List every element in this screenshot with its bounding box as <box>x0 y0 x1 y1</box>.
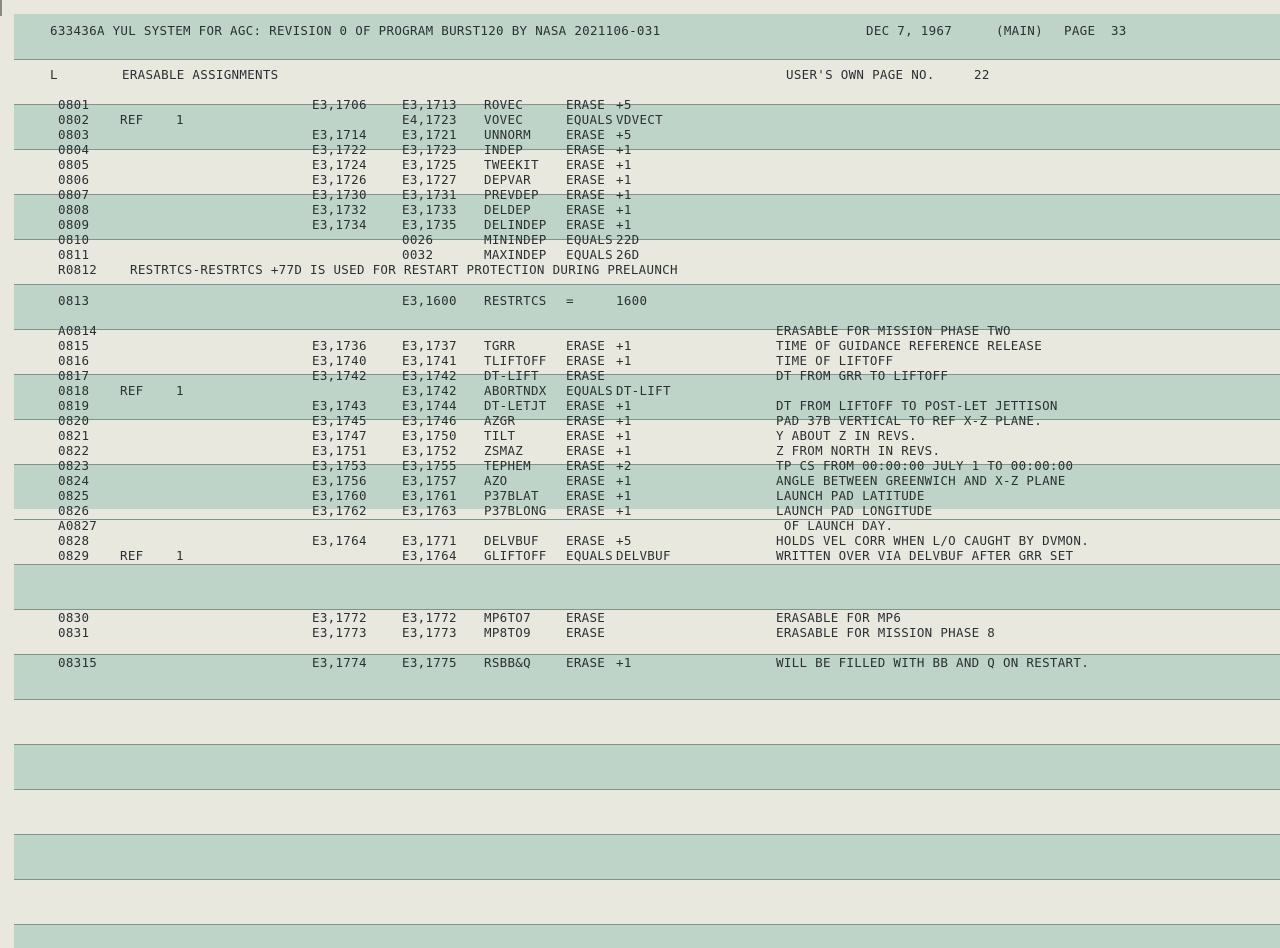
opcode: ERASE <box>566 202 606 217</box>
line-number: A0814 <box>58 323 98 338</box>
comment: TIME OF LIFTOFF <box>776 353 894 368</box>
comment: HOLDS VEL CORR WHEN L/O CAUGHT BY DVMON. <box>776 533 1090 548</box>
listing-line <box>0 338 1280 353</box>
line-number: 0830 <box>58 610 90 625</box>
symbol-name: P37BLONG <box>484 503 547 518</box>
line-number: 0823 <box>58 458 90 473</box>
symbol-name: TGRR <box>484 338 516 353</box>
opcode: EQUALS <box>566 232 613 247</box>
operand: +1 <box>616 488 632 503</box>
symbol-name: UNNORM <box>484 127 531 142</box>
comment: WILL BE FILLED WITH BB AND Q ON RESTART. <box>776 655 1090 670</box>
comment: Z FROM NORTH IN REVS. <box>776 443 941 458</box>
listing-line <box>0 262 1280 277</box>
comment: ERASABLE FOR MP6 <box>776 610 902 625</box>
symbol-name: TEPHEM <box>484 458 531 473</box>
symbol-name: PREVDEP <box>484 187 539 202</box>
operand: +1 <box>616 187 632 202</box>
listing-line <box>0 488 1280 503</box>
last-address: E3,1741 <box>402 353 457 368</box>
first-address: E3,1774 <box>312 655 367 670</box>
comment: PAD 37B VERTICAL TO REF X-Z PLANE. <box>776 413 1043 428</box>
listing-line <box>0 157 1280 172</box>
last-address: E3,1771 <box>402 533 457 548</box>
operand: +1 <box>616 217 632 232</box>
last-address: E3,1752 <box>402 443 457 458</box>
first-address: E3,1760 <box>312 488 367 503</box>
opcode: ERASE <box>566 157 606 172</box>
greenbar-rule <box>14 744 1280 745</box>
opcode: EQUALS <box>566 112 613 127</box>
own-page-number: 22 <box>974 67 990 82</box>
header-section: (MAIN) <box>996 23 1043 38</box>
last-address: E3,1764 <box>402 548 457 563</box>
last-address: E3,1775 <box>402 655 457 670</box>
listing-line <box>0 533 1280 548</box>
comment: WRITTEN OVER VIA DELVBUF AFTER GRR SET <box>776 548 1074 563</box>
listing-line <box>0 142 1280 157</box>
first-address: E3,1740 <box>312 353 367 368</box>
last-address: E4,1723 <box>402 112 457 127</box>
line-number: 0828 <box>58 533 90 548</box>
comment: LAUNCH PAD LONGITUDE <box>776 503 933 518</box>
symbol-name: AZO <box>484 473 508 488</box>
section-letter: L <box>50 67 58 82</box>
listing-line <box>0 383 1280 398</box>
opcode: ERASE <box>566 97 606 112</box>
line-number: A0827 <box>58 518 98 533</box>
last-address: E3,1750 <box>402 428 457 443</box>
first-address: E3,1753 <box>312 458 367 473</box>
listing-line <box>0 473 1280 488</box>
operand: 22D <box>616 232 640 247</box>
first-address: E3,1730 <box>312 187 367 202</box>
listing-line <box>0 655 1280 670</box>
first-address: E3,1773 <box>312 625 367 640</box>
last-address: E3,1600 <box>402 293 457 308</box>
symbol-name: ZSMAZ <box>484 443 524 458</box>
opcode: ERASE <box>566 127 606 142</box>
opcode: ERASE <box>566 338 606 353</box>
last-address: E3,1746 <box>402 413 457 428</box>
opcode: ERASE <box>566 503 606 518</box>
operand: 26D <box>616 247 640 262</box>
listing-line <box>0 353 1280 368</box>
section-title: ERASABLE ASSIGNMENTS <box>122 67 279 82</box>
opcode: ERASE <box>566 533 606 548</box>
listing-line <box>0 368 1280 383</box>
last-address: E3,1735 <box>402 217 457 232</box>
last-address: E3,1742 <box>402 383 457 398</box>
symbol-name: AZGR <box>484 413 516 428</box>
opcode: EQUALS <box>566 383 613 398</box>
operand: +1 <box>616 398 632 413</box>
opcode: ERASE <box>566 142 606 157</box>
symbol-name: RESTRTCS <box>484 293 547 308</box>
opcode: ERASE <box>566 428 606 443</box>
ref-keyword: REF <box>120 112 144 127</box>
line-number: 0819 <box>58 398 90 413</box>
ref-keyword: REF <box>120 383 144 398</box>
opcode: ERASE <box>566 187 606 202</box>
last-address: E3,1737 <box>402 338 457 353</box>
first-address: E3,1772 <box>312 610 367 625</box>
first-address: E3,1726 <box>312 172 367 187</box>
comment: ERASABLE FOR MISSION PHASE TWO <box>776 323 1011 338</box>
listing-line <box>0 398 1280 413</box>
first-address: E3,1743 <box>312 398 367 413</box>
symbol-name: TLIFTOFF <box>484 353 547 368</box>
last-address: E3,1733 <box>402 202 457 217</box>
opcode: EQUALS <box>566 548 613 563</box>
symbol-name: INDEP <box>484 142 524 157</box>
listing-line <box>0 428 1280 443</box>
line-number: 0817 <box>58 368 90 383</box>
listing-line <box>0 458 1280 473</box>
header-title: 633436A YUL SYSTEM FOR AGC: REVISION 0 OF PROGRAM BURST120 BY NASA 2021106-031 <box>50 23 661 38</box>
symbol-name: ABORTNDX <box>484 383 547 398</box>
last-address: E3,1744 <box>402 398 457 413</box>
operand: +1 <box>616 157 632 172</box>
symbol-name: DELVBUF <box>484 533 539 548</box>
operand: +1 <box>616 202 632 217</box>
opcode: ERASE <box>566 488 606 503</box>
first-address: E3,1734 <box>312 217 367 232</box>
first-address: E3,1736 <box>312 338 367 353</box>
line-number: 0818 <box>58 383 90 398</box>
ref-count: 1 <box>176 112 184 127</box>
line-number: 0822 <box>58 443 90 458</box>
symbol-name: DEPVAR <box>484 172 531 187</box>
greenbar-band <box>14 924 1280 948</box>
opcode: ERASE <box>566 458 606 473</box>
comment: ERASABLE FOR MISSION PHASE 8 <box>776 625 996 640</box>
opcode: ERASE <box>566 443 606 458</box>
greenbar-rule <box>14 789 1280 790</box>
listing-line <box>0 610 1280 625</box>
greenbar-rule <box>14 564 1280 565</box>
line-number: 0824 <box>58 473 90 488</box>
listing-line <box>0 187 1280 202</box>
opcode: ERASE <box>566 172 606 187</box>
symbol-name: TWEEKIT <box>484 157 539 172</box>
first-address: E3,1722 <box>312 142 367 157</box>
greenbar-rule <box>14 834 1280 835</box>
header-page: PAGE 33 <box>1064 23 1127 38</box>
line-number: 0829 <box>58 548 90 563</box>
greenbar-rule <box>14 924 1280 925</box>
first-address: E3,1706 <box>312 97 367 112</box>
greenbar-band <box>14 564 1280 609</box>
symbol-name: DT-LIFT <box>484 368 539 383</box>
symbol-name: ROVEC <box>484 97 524 112</box>
listing-line <box>0 443 1280 458</box>
line-number: 08315 <box>58 655 98 670</box>
line-number: 0809 <box>58 217 90 232</box>
symbol-name: DELDEP <box>484 202 531 217</box>
line-number: 0801 <box>58 97 90 112</box>
listing-line <box>0 172 1280 187</box>
ref-keyword: REF <box>120 548 144 563</box>
symbol-name: DT-LETJT <box>484 398 547 413</box>
line-number: 0813 <box>58 293 90 308</box>
operand: +1 <box>616 142 632 157</box>
last-address: E3,1773 <box>402 625 457 640</box>
greenbar-band <box>14 744 1280 789</box>
first-address: E3,1724 <box>312 157 367 172</box>
greenbar-band <box>14 834 1280 879</box>
opcode: ERASE <box>566 368 606 383</box>
line-number: 0816 <box>58 353 90 368</box>
operand: +1 <box>616 443 632 458</box>
line-number: 0807 <box>58 187 90 202</box>
symbol-name: RSBB&Q <box>484 655 531 670</box>
listing-line <box>0 503 1280 518</box>
first-address: E3,1714 <box>312 127 367 142</box>
last-address: E3,1723 <box>402 142 457 157</box>
symbol-name: MP6TO7 <box>484 610 531 625</box>
own-page-label: USER'S OWN PAGE NO. <box>786 67 935 82</box>
listing-line <box>0 232 1280 247</box>
listing-line <box>0 625 1280 640</box>
listing-line <box>0 202 1280 217</box>
last-address: E3,1731 <box>402 187 457 202</box>
operand: 1600 <box>616 293 648 308</box>
symbol-name: MAXINDEP <box>484 247 547 262</box>
opcode: ERASE <box>566 398 606 413</box>
listing-line <box>0 323 1280 338</box>
line-number: 0803 <box>58 127 90 142</box>
greenbar-rule <box>14 59 1280 60</box>
comment: DT FROM GRR TO LIFTOFF <box>776 368 949 383</box>
greenbar-rule <box>14 284 1280 285</box>
line-number: 0821 <box>58 428 90 443</box>
symbol-name: GLIFTOFF <box>484 548 547 563</box>
ref-count: 1 <box>176 383 184 398</box>
listing-line <box>0 247 1280 262</box>
last-address: E3,1755 <box>402 458 457 473</box>
line-number: 0808 <box>58 202 90 217</box>
line-number: 0820 <box>58 413 90 428</box>
opcode: ERASE <box>566 413 606 428</box>
opcode: ERASE <box>566 625 606 640</box>
first-address: E3,1764 <box>312 533 367 548</box>
opcode: ERASE <box>566 217 606 232</box>
first-address: E3,1745 <box>312 413 367 428</box>
operand: +1 <box>616 338 632 353</box>
greenbar-rule <box>14 699 1280 700</box>
operand: +1 <box>616 428 632 443</box>
line-number: 0811 <box>58 247 90 262</box>
opcode: EQUALS <box>566 247 613 262</box>
remark-text: RESTRTCS-RESTRTCS +77D IS USED FOR RESTART PROTECTION DURING PRELAUNCH <box>130 262 678 277</box>
line-number: 0825 <box>58 488 90 503</box>
operand: +2 <box>616 458 632 473</box>
last-address: E3,1742 <box>402 368 457 383</box>
greenbar-rule <box>14 879 1280 880</box>
operand: +1 <box>616 353 632 368</box>
listing-line <box>0 217 1280 232</box>
operand: DELVBUF <box>616 548 671 563</box>
last-address: E3,1725 <box>402 157 457 172</box>
listing-line <box>0 127 1280 142</box>
last-address: E3,1727 <box>402 172 457 187</box>
header-date: DEC 7, 1967 <box>866 23 953 38</box>
line-number: 0831 <box>58 625 90 640</box>
comment: DT FROM LIFTOFF TO POST-LET JETTISON <box>776 398 1058 413</box>
symbol-name: P37BLAT <box>484 488 539 503</box>
line-number: 0802 <box>58 112 90 127</box>
line-number: 0810 <box>58 232 90 247</box>
first-address: E3,1751 <box>312 443 367 458</box>
operand: DT-LIFT <box>616 383 671 398</box>
symbol-name: TILT <box>484 428 516 443</box>
comment: Y ABOUT Z IN REVS. <box>776 428 917 443</box>
operand: VDVECT <box>616 112 663 127</box>
first-address: E3,1756 <box>312 473 367 488</box>
opcode: ERASE <box>566 353 606 368</box>
listing-line <box>0 293 1280 308</box>
last-address: E3,1772 <box>402 610 457 625</box>
last-address: E3,1713 <box>402 97 457 112</box>
operand: +5 <box>616 533 632 548</box>
symbol-name: MP8TO9 <box>484 625 531 640</box>
opcode: ERASE <box>566 473 606 488</box>
last-address: E3,1761 <box>402 488 457 503</box>
line-number: 0804 <box>58 142 90 157</box>
line-number: 0826 <box>58 503 90 518</box>
last-address: 0026 <box>402 232 434 247</box>
operand: +1 <box>616 413 632 428</box>
operand: +5 <box>616 97 632 112</box>
opcode: ERASE <box>566 610 606 625</box>
listing-line <box>0 112 1280 127</box>
last-address: 0032 <box>402 247 434 262</box>
last-address: E3,1721 <box>402 127 457 142</box>
line-number: 0805 <box>58 157 90 172</box>
operand: +1 <box>616 503 632 518</box>
opcode: = <box>566 293 574 308</box>
first-address: E3,1732 <box>312 202 367 217</box>
comment: TP CS FROM 00:00:00 JULY 1 TO 00:00:00 <box>776 458 1074 473</box>
symbol-name: VOVEC <box>484 112 524 127</box>
last-address: E3,1757 <box>402 473 457 488</box>
binding-mark <box>0 0 2 16</box>
comment: OF LAUNCH DAY. <box>776 518 894 533</box>
line-number: 0806 <box>58 172 90 187</box>
comment: TIME OF GUIDANCE REFERENCE RELEASE <box>776 338 1043 353</box>
operand: +1 <box>616 473 632 488</box>
symbol-name: MININDEP <box>484 232 547 247</box>
symbol-name: DELINDEP <box>484 217 547 232</box>
first-address: E3,1747 <box>312 428 367 443</box>
ref-count: 1 <box>176 548 184 563</box>
operand: +1 <box>616 655 632 670</box>
listing-line <box>0 548 1280 563</box>
comment: LAUNCH PAD LATITUDE <box>776 488 925 503</box>
comment: ANGLE BETWEEN GREENWICH AND X-Z PLANE <box>776 473 1066 488</box>
line-number: R0812 <box>58 262 98 277</box>
last-address: E3,1763 <box>402 503 457 518</box>
opcode: ERASE <box>566 655 606 670</box>
operand: +1 <box>616 172 632 187</box>
first-address: E3,1742 <box>312 368 367 383</box>
listing-line <box>0 518 1280 533</box>
listing-line <box>0 413 1280 428</box>
first-address: E3,1762 <box>312 503 367 518</box>
line-number: 0815 <box>58 338 90 353</box>
listing-line <box>0 97 1280 112</box>
operand: +5 <box>616 127 632 142</box>
